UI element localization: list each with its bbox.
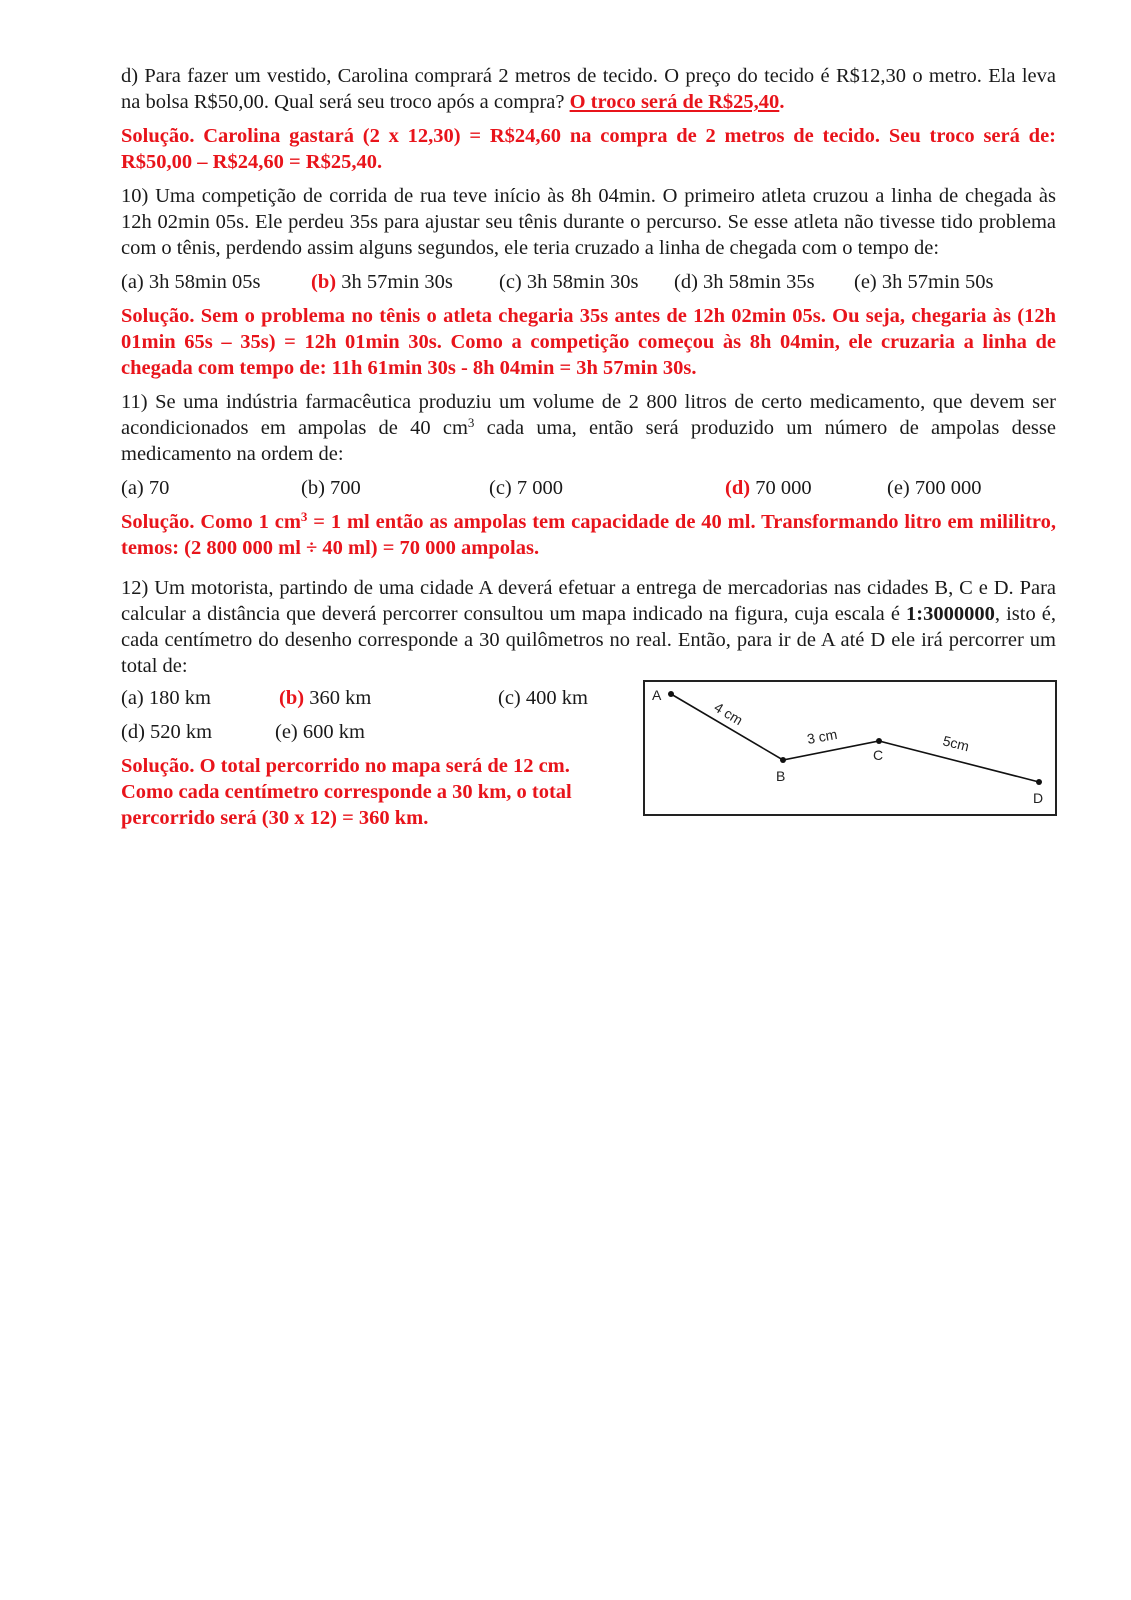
route-map-svg [645, 682, 1055, 814]
q11-option-a [121, 475, 169, 501]
q11-option-d-value: 70 000 [755, 477, 812, 499]
q10-option-a-value: 3h 58min 05s [148, 271, 261, 293]
q10-option-e-letter: (e) [854, 271, 877, 293]
point-c-marker [876, 738, 882, 744]
q12-option-c [498, 685, 588, 711]
question-d-answer: O troco será de R$25,40 [569, 91, 780, 113]
question-10-solution: Solução. Sem o problema no tênis o atleta chegaria 35s antes de 12h 02min 05s. Ou seja, chegaria às (12h 01min 65s – 35s) = 12h 01min 30s. Como a competição começou às 8h 04min, ele cruzaria a linha de chegada com tempo de: 11h 61min 30s - 8h 04min = 3h 57min 30s. [121, 305, 1056, 379]
q11-option-b-value: 700 [330, 477, 361, 499]
segment-bc-label: 3 cm [805, 725, 839, 747]
q10-option-e [854, 269, 994, 295]
question-12-solution: Solução. O total percorrido no mapa será de 12 cm. Como cada centímetro corresponde a 30 km, o total percorrido será (30 x 12) = 360 km. [121, 755, 572, 829]
q12-option-a-letter: (a) [121, 687, 144, 709]
question-12-left-column [121, 685, 621, 831]
question-11-options [121, 475, 1056, 501]
q12-option-a-value: 180 km [148, 687, 211, 709]
question-d-text: d) Para fazer um vestido, Carolina comprará 2 metros de tecido. O preço do tecido é R$12,30 o metro. Ela leva na bolsa R$50,00. Qual será seu troco após a compra? [121, 65, 1056, 113]
question-10-options [121, 269, 1056, 295]
q12-option-c-letter: (c) [498, 687, 521, 709]
q11-option-e [887, 475, 982, 501]
q11-option-b [301, 475, 361, 501]
q10-option-a [121, 269, 261, 295]
q12-option-d-letter: (d) [121, 721, 145, 743]
q10-option-e-value: 3h 57min 50s [881, 271, 994, 293]
q12-option-d-value: 520 km [150, 721, 213, 743]
point-a-label: A [652, 687, 662, 703]
q12-option-e-letter: (e) [275, 721, 298, 743]
q10-option-c [499, 269, 639, 295]
question-11 [121, 389, 1056, 467]
document-page [121, 63, 1056, 839]
question-12-block [121, 575, 1056, 831]
q10-option-b-value: 3h 57min 30s [341, 271, 453, 293]
q11-option-c [489, 475, 563, 501]
q10-option-b [311, 269, 453, 295]
question-12-text-b: , isto é, cada centímetro do desenho corresponde a 30 quilômetros no real. Então, para ir de A até D ele irá percorrer um total de: [121, 603, 1057, 677]
q10-option-c-value: 3h 58min 30s [526, 271, 639, 293]
q10-option-c-letter: (c) [499, 271, 522, 293]
question-12-options-row-1 [121, 685, 621, 711]
point-d-marker [1036, 779, 1042, 785]
q11-option-e-value: 700 000 [914, 477, 982, 499]
question-11-solution [121, 509, 1056, 561]
q10-option-d [674, 269, 815, 295]
question-12-options-row-2 [121, 719, 621, 745]
q12-option-e-value: 600 km [302, 721, 365, 743]
q12-option-b-letter: (b) [279, 687, 305, 709]
segment-cd-label: 5cm [941, 732, 971, 755]
q12-option-d [121, 719, 212, 745]
q11-option-b-letter: (b) [301, 477, 325, 499]
point-d-label: D [1033, 790, 1044, 806]
q12-option-b [279, 685, 371, 711]
q11-option-d-letter: (d) [725, 477, 751, 499]
question-d-answer-end: . [779, 91, 785, 113]
question-d [121, 63, 1056, 115]
q11-option-c-value: 7 000 [516, 477, 564, 499]
question-11-solution-superscript: 3 [300, 509, 308, 524]
question-11-text-b: cada uma, então será produzido um número de ampolas desse medicamento na ordem de: [121, 417, 1056, 465]
question-d-solution: Solução. Carolina gastará (2 x 12,30) = R$24,60 na compra de 2 metros de tecido. Seu troco será de: R$50,00 – R$24,60 = R$25,40. [121, 125, 1056, 173]
q10-option-d-letter: (d) [674, 271, 698, 293]
question-12 [121, 575, 1056, 679]
question-12-scale: 1:3000000 [906, 603, 995, 625]
q12-option-b-value: 360 km [309, 687, 372, 709]
q11-option-a-value: 70 [148, 477, 170, 499]
point-b-label: B [776, 768, 786, 784]
q10-option-b-letter: (b) [311, 271, 337, 293]
q12-option-c-value: 400 km [525, 687, 588, 709]
q11-option-d [725, 475, 812, 501]
question-10-text: 10) Uma competição de corrida de rua teve início às 8h 04min. O primeiro atleta cruzou a linha de chegada às 12h 02min 05s. Ele perdeu 35s para ajustar seu tênis durante o percurso. Se esse atleta não tivesse tido problema com o tênis, perdendo assim alguns segundos, ele teria cruzado a linha de chegada com o tempo de: [121, 185, 1056, 259]
q11-option-e-letter: (e) [887, 477, 910, 499]
question-11-solution-a: Solução. Como 1 cm [121, 511, 301, 533]
q12-option-e [275, 719, 365, 745]
q11-option-a-letter: (a) [121, 477, 144, 499]
point-b-marker [780, 757, 786, 763]
question-11-solution-b: = 1 ml então as ampolas tem capacidade de 40 ml. Transformando litro em mililitro, temos: (2 800 000 ml ÷ 40 ml) = 70 000 ampolas. [121, 511, 1056, 559]
route-map-figure [643, 680, 1057, 816]
q12-option-a [121, 685, 211, 711]
point-c-label: C [873, 747, 884, 763]
q10-option-a-letter: (a) [121, 271, 144, 293]
segment-ab-label: 4 cm [711, 698, 746, 729]
q11-option-c-letter: (c) [489, 477, 512, 499]
question-11-superscript: 3 [467, 415, 475, 430]
question-11-text-a: 11) Se uma indústria farmacêutica produziu um volume de 2 800 litros de certo medicamento, que devem ser acondicionados em ampolas de 40 cm [121, 391, 1056, 439]
q10-option-d-value: 3h 58min 35s [703, 271, 815, 293]
question-12-text-a: 12) Um motorista, partindo de uma cidade A deverá efetuar a entrega de mercadorias nas cidades B, C e D. Para calcular a distância que deverá percorrer consultou um mapa indicado na figura, cuja escala é [121, 577, 1056, 625]
point-a-marker [668, 691, 674, 697]
